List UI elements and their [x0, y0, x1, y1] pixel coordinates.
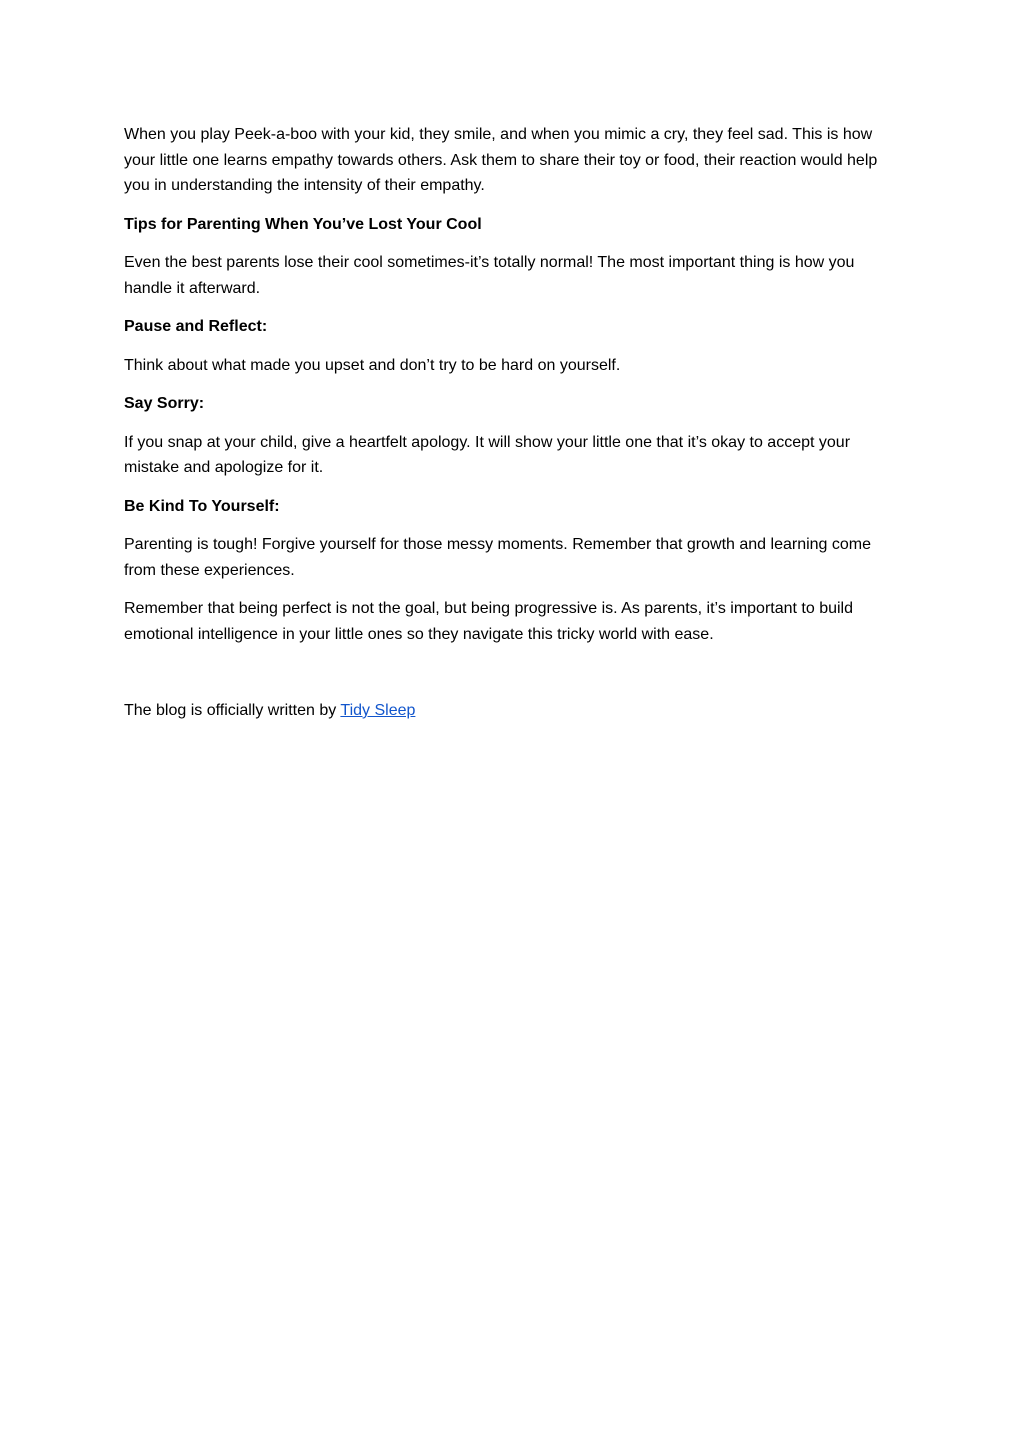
document-page: [124, 122, 896, 737]
pause-heading: Pause and Reflect:: [124, 318, 268, 335]
pause-paragraph: Think about what made you upset and don’t try to be hard on yourself.: [124, 356, 621, 374]
sorry-paragraph: If you snap at your child, give a heartfelt apology. It will show your little one that it’s okay to accept your mistake and apologize for it.: [124, 433, 851, 476]
credit-line: [124, 698, 896, 724]
kind-paragraph: Parenting is tough! Forgive yourself for those messy moments. Remember that growth and learning come from these experiences.: [124, 536, 872, 579]
credit-prefix: The blog is officially written by: [124, 702, 341, 719]
kind-heading: Be Kind To Yourself:: [124, 497, 280, 515]
tidy-sleep-link[interactable]: Tidy Sleep: [340, 702, 416, 719]
tips-heading: Tips for Parenting When You’ve Lost Your Cool: [124, 215, 482, 233]
closing-paragraph: Remember that being perfect is not the goal, but being progressive is. As parents, it’s important to build emotional intelligence in your little ones so they navigate this tricky world with ease.: [124, 600, 853, 643]
sorry-heading: Say Sorry:: [124, 395, 205, 412]
tips-paragraph: Even the best parents lose their cool sometimes-it’s totally normal! The most important thing is how you handle it afterward.: [124, 254, 855, 297]
empathy-paragraph: When you play Peek-a-boo with your kid, they smile, and when you mimic a cry, they feel sad. This is how your little one learns empathy towards others. Ask them to share their toy or food, their reaction would help you in understanding the intensity of their empathy.: [124, 126, 878, 194]
